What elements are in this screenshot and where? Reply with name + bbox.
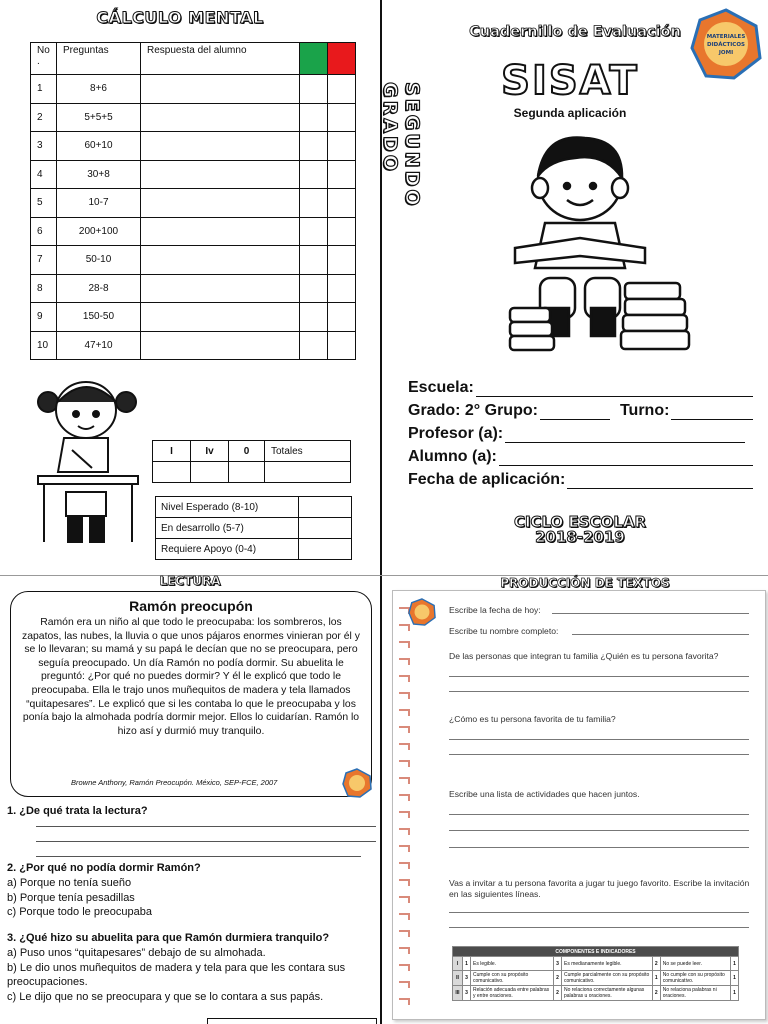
- alumno-input[interactable]: [499, 450, 753, 466]
- rubric-indicator: No relaciona palabras ni oraciones.: [660, 986, 730, 1001]
- row-correct-cell[interactable]: [300, 132, 328, 161]
- answer-line[interactable]: [36, 841, 376, 842]
- row-answer-cell[interactable]: [141, 75, 300, 104]
- level-label: En desarrollo (5-7): [156, 518, 299, 539]
- row-incorrect-cell[interactable]: [328, 303, 356, 332]
- write-line[interactable]: [449, 847, 749, 848]
- spiral-ring: [399, 829, 409, 835]
- rubric-score: 1: [731, 971, 739, 986]
- rubric-number: II: [453, 971, 463, 986]
- rubric-row: [453, 971, 739, 986]
- escuela-label: Escuela:: [408, 379, 474, 396]
- row-correct-cell[interactable]: [300, 189, 328, 218]
- calculo-row: [31, 160, 356, 189]
- rubric-indicator: Cumple con su propósito comunicativo.: [471, 971, 554, 986]
- calculo-row: [31, 246, 356, 275]
- story-title: Ramón preocupón: [129, 598, 253, 614]
- levels-table: [155, 496, 352, 560]
- row-incorrect-cell[interactable]: [328, 103, 356, 132]
- write-line[interactable]: [572, 634, 749, 635]
- svg-text:DIDÁCTICOS: DIDÁCTICOS: [707, 42, 745, 48]
- spiral-ring: [399, 897, 409, 903]
- materiales-jomi-badge: [690, 8, 762, 80]
- row-answer-cell[interactable]: [141, 103, 300, 132]
- q3-option-c[interactable]: c) Le dijo que no se preocupara y que se lo contara a sus papás.: [7, 990, 324, 1003]
- row-answer-cell[interactable]: [141, 189, 300, 218]
- spiral-ring: [399, 931, 409, 937]
- write-line[interactable]: [449, 912, 749, 913]
- story-citation: Browne Anthony, Ramón Preocupón. México, SEP-FCE, 2007: [71, 778, 278, 787]
- write-line[interactable]: [552, 613, 749, 614]
- spiral-ring: [399, 795, 409, 801]
- row-question: 200+100: [57, 217, 141, 246]
- totals-cell[interactable]: [153, 462, 191, 483]
- boy-reading-illustration: [505, 128, 695, 353]
- row-incorrect-cell[interactable]: [328, 217, 356, 246]
- row-incorrect-cell[interactable]: [328, 274, 356, 303]
- jomi-mini-badge: [342, 768, 372, 798]
- rubric-indicator: No se puede leer.: [660, 957, 730, 971]
- spiral-ring: [399, 710, 409, 716]
- header-preguntas: Preguntas: [57, 43, 141, 75]
- q3-option-a[interactable]: a) Puso unos “quitapesares” debajo de su almohada.: [7, 947, 266, 959]
- fecha-label: Fecha de aplicación:: [408, 471, 566, 488]
- row-question: 47+10: [57, 331, 141, 360]
- row-number: 7: [31, 246, 57, 275]
- q2-options: [7, 876, 152, 920]
- lectura-title: LECTURA: [159, 574, 221, 588]
- vertical-grade-label: SEGUNDO GRADO: [379, 82, 423, 209]
- rubric-score: 2: [652, 986, 660, 1001]
- write-line[interactable]: [449, 754, 749, 755]
- q2-option-a[interactable]: a) Porque no tenía sueño: [7, 877, 132, 889]
- prompt-nombre: Escribe tu nombre completo:: [449, 626, 559, 636]
- calculo-row: [31, 75, 356, 104]
- row-question: 10-7: [57, 189, 141, 218]
- sisat-logo: SISAT: [501, 58, 639, 104]
- level-label: Requiere Apoyo (0-4): [156, 539, 299, 560]
- story-text: Ramón era un niño al que todo le preocupaba: los sombreros, los zapatos, las nubes, la lluvia o que unos pájaros enormes vinieran por él y se lo llevaran; su mamá y su papá le decían que no se preocupara, pero seguía preocupado. Un día Ramón no podía dormir. Su abuelita le preguntó: ¿Por qué no puedes dormir? Y él le explicó que todo le preocupaba. Ella le trajo unos muñequitos de madera y tela llamados “quitapesares”. Le explicó que si les contaba lo que le preocupaba y los ponía bajo la almohada podría dormir mejor. Ellos lo cuidarían. Ramón lo hizo así y durmió muy tranquilo.: [22, 617, 360, 737]
- cuadernillo-title: Cuadernillo de Evaluación: [469, 24, 681, 40]
- row-correct-cell[interactable]: [300, 303, 328, 332]
- footer-box: [207, 1018, 377, 1024]
- question-3: 3. ¿Qué hizo su abuelita para que Ramón durmiera tranquilo?: [7, 932, 330, 944]
- row-correct-cell[interactable]: [300, 217, 328, 246]
- ciclo-years: 2018-2019: [535, 528, 625, 546]
- rubric-table: [452, 946, 739, 1001]
- calculo-table: [30, 42, 356, 360]
- row-question: 150-50: [57, 303, 141, 332]
- write-line[interactable]: [449, 676, 749, 677]
- spiral-ring: [399, 744, 409, 750]
- row-question: 8+6: [57, 75, 141, 104]
- write-line[interactable]: [449, 691, 749, 692]
- girl-writing-illustration: [28, 372, 152, 552]
- segunda-aplicacion: Segunda aplicación: [513, 106, 627, 120]
- header-no: No .: [31, 43, 57, 75]
- rubric-score: 1: [731, 986, 739, 1001]
- totals-col-2: Iv: [191, 441, 229, 462]
- spiral-ring: [399, 676, 409, 682]
- rubric-score: 1: [463, 957, 471, 971]
- row-correct-cell[interactable]: [300, 274, 328, 303]
- spiral-ring: [399, 642, 409, 648]
- prompt-actividades: Escribe una lista de actividades que hacen juntos.: [449, 789, 640, 799]
- prompt-invitacion: Vas a invitar a tu persona favorita a jugar tu juego favorito. Escribe la invitación en las siguientes líneas.: [449, 878, 750, 899]
- row-question: 50-10: [57, 246, 141, 275]
- spiral-ring: [399, 778, 409, 784]
- calculo-row: [31, 331, 356, 360]
- level-cell[interactable]: [299, 539, 352, 560]
- spiral-ring: [399, 761, 409, 767]
- rubric-score: 2: [652, 957, 660, 971]
- escuela-input[interactable]: [476, 381, 753, 397]
- row-number: 10: [31, 331, 57, 360]
- rubric-score: 3: [463, 986, 471, 1001]
- svg-text:MATERIALES: MATERIALES: [706, 34, 746, 40]
- rubric-score: 2: [553, 986, 561, 1001]
- row-number: 4: [31, 160, 57, 189]
- row-answer-cell[interactable]: [141, 246, 300, 275]
- profesor-input[interactable]: [505, 427, 745, 443]
- row-number: 8: [31, 274, 57, 303]
- totals-cell[interactable]: [265, 462, 351, 483]
- question-1: 1. ¿De qué trata la lectura?: [7, 805, 148, 817]
- row-answer-cell[interactable]: [141, 303, 300, 332]
- spiral-ring: [399, 812, 409, 818]
- spiral-ring: [399, 693, 409, 699]
- q2-option-b[interactable]: b) Porque tenía pesadillas: [7, 891, 135, 904]
- rubric-row: [453, 986, 739, 1001]
- row-number: 1: [31, 75, 57, 104]
- rubric-indicator: Es medianamente legible.: [561, 957, 652, 971]
- rubric-score: 2: [553, 971, 561, 986]
- row-number: 2: [31, 103, 57, 132]
- alumno-label: Alumno (a):: [408, 448, 497, 465]
- totals-col-4: Totales: [265, 441, 351, 462]
- row-incorrect-cell[interactable]: [328, 189, 356, 218]
- row-correct-cell[interactable]: [300, 75, 328, 104]
- q2-option-c[interactable]: c) Porque todo le preocupaba: [7, 906, 152, 918]
- totals-table: [152, 440, 351, 483]
- svg-text:JOMI: JOMI: [718, 50, 734, 56]
- row-number: 5: [31, 189, 57, 218]
- turno-input[interactable]: [671, 404, 753, 420]
- turno-label: Turno:: [619, 402, 670, 419]
- grupo-input[interactable]: [540, 404, 610, 420]
- rubric-indicator: Cumple parcialmente con su propósito comunicativo.: [561, 971, 652, 986]
- row-number: 6: [31, 217, 57, 246]
- row-question: 30+8: [57, 160, 141, 189]
- spiral-ring: [399, 965, 409, 971]
- row-question: 28-8: [57, 274, 141, 303]
- level-cell[interactable]: [299, 518, 352, 539]
- prompt-persona-favorita: De las personas que integran tu familia ¿Quién es tu persona favorita?: [449, 651, 719, 661]
- row-correct-cell[interactable]: [300, 160, 328, 189]
- totals-cell[interactable]: [229, 462, 265, 483]
- rubric-score: 3: [463, 971, 471, 986]
- story-box: [10, 591, 372, 797]
- write-line[interactable]: [449, 814, 749, 815]
- spiral-ring: [399, 880, 409, 886]
- spiral-ring: [399, 846, 409, 852]
- row-incorrect-cell[interactable]: [328, 132, 356, 161]
- calculo-row: [31, 103, 356, 132]
- answer-line[interactable]: [36, 826, 376, 827]
- row-correct-cell[interactable]: [300, 246, 328, 275]
- write-line[interactable]: [449, 927, 749, 928]
- rubric-indicator: No cumple con su propósito comunicativo.: [660, 971, 730, 986]
- rubric-indicator: Es legible.: [471, 957, 554, 971]
- ciclo-escolar: [505, 515, 655, 545]
- row-incorrect-cell[interactable]: [328, 160, 356, 189]
- row-answer-cell[interactable]: [141, 274, 300, 303]
- spiral-ring: [399, 659, 409, 665]
- spiral-ring: [399, 727, 409, 733]
- calculo-row: [31, 217, 356, 246]
- row-answer-cell[interactable]: [141, 160, 300, 189]
- row-correct-cell[interactable]: [300, 331, 328, 360]
- calculo-mental-title: CÁLCULO MENTAL: [96, 8, 264, 27]
- jomi-mini-badge: [408, 598, 436, 626]
- rubric-indicator: Relación adecuada entre palabras y entre oraciones.: [471, 986, 554, 1001]
- row-incorrect-cell[interactable]: [328, 75, 356, 104]
- spiral-ring: [399, 948, 409, 954]
- row-answer-cell[interactable]: [141, 132, 300, 161]
- row-incorrect-cell[interactable]: [328, 331, 356, 360]
- q3-option-b[interactable]: b) Le dio unos muñequitos de madera y tela para que les contara sus preocupaciones.: [7, 961, 346, 988]
- row-answer-cell[interactable]: [141, 217, 300, 246]
- row-number: 9: [31, 303, 57, 332]
- write-line[interactable]: [449, 830, 749, 831]
- ciclo-label: CICLO ESCOLAR: [513, 513, 647, 531]
- prompt-como-es: ¿Cómo es tu persona favorita de tu familia?: [449, 714, 616, 724]
- rubric-score: 3: [553, 957, 561, 971]
- calculo-row: [31, 303, 356, 332]
- rubric-indicator: No relaciona correctamente algunas palabras u oraciones.: [561, 986, 652, 1001]
- row-question: 5+5+5: [57, 103, 141, 132]
- prompt-fecha: Escribe la fecha de hoy:: [449, 605, 541, 615]
- rubric-number: III: [453, 986, 463, 1001]
- answer-line[interactable]: [36, 856, 361, 857]
- produccion-title: PRODUCCIÓN DE TEXTOS: [500, 576, 670, 590]
- totals-cell[interactable]: [191, 462, 229, 483]
- level-cell[interactable]: [299, 497, 352, 518]
- rubric-number: I: [453, 957, 463, 971]
- calculo-row: [31, 274, 356, 303]
- spiral-ring: [399, 982, 409, 988]
- calculo-row: [31, 189, 356, 218]
- rubric-score: 1: [731, 957, 739, 971]
- incorrect-color-header: [328, 43, 356, 75]
- row-correct-cell[interactable]: [300, 103, 328, 132]
- row-answer-cell[interactable]: [141, 331, 300, 360]
- rubric-score: 1: [652, 971, 660, 986]
- calculo-row: [31, 132, 356, 161]
- header-respuesta: Respuesta del alumno: [141, 43, 300, 75]
- spiral-ring: [399, 863, 409, 869]
- level-label: Nivel Esperado (8-10): [156, 497, 299, 518]
- spiral-binding: [397, 598, 413, 1018]
- student-info-fields: [408, 374, 753, 489]
- grado-grupo-label: Grado: 2° Grupo:: [408, 402, 538, 419]
- profesor-label: Profesor (a):: [408, 425, 504, 442]
- correct-color-header: [300, 43, 328, 75]
- spiral-ring: [399, 914, 409, 920]
- row-question: 60+10: [57, 132, 141, 161]
- rubric-row: [453, 957, 739, 971]
- rubric-header: COMPONENTES E INDICADORES: [453, 947, 739, 957]
- row-incorrect-cell[interactable]: [328, 246, 356, 275]
- totals-col-1: I: [153, 441, 191, 462]
- q3-options: [7, 946, 377, 1004]
- fecha-input[interactable]: [567, 473, 753, 489]
- totals-col-3: 0: [229, 441, 265, 462]
- write-line[interactable]: [449, 739, 749, 740]
- spiral-ring: [399, 999, 409, 1005]
- question-2: 2. ¿Por qué no podía dormir Ramón?: [7, 862, 201, 874]
- row-number: 3: [31, 132, 57, 161]
